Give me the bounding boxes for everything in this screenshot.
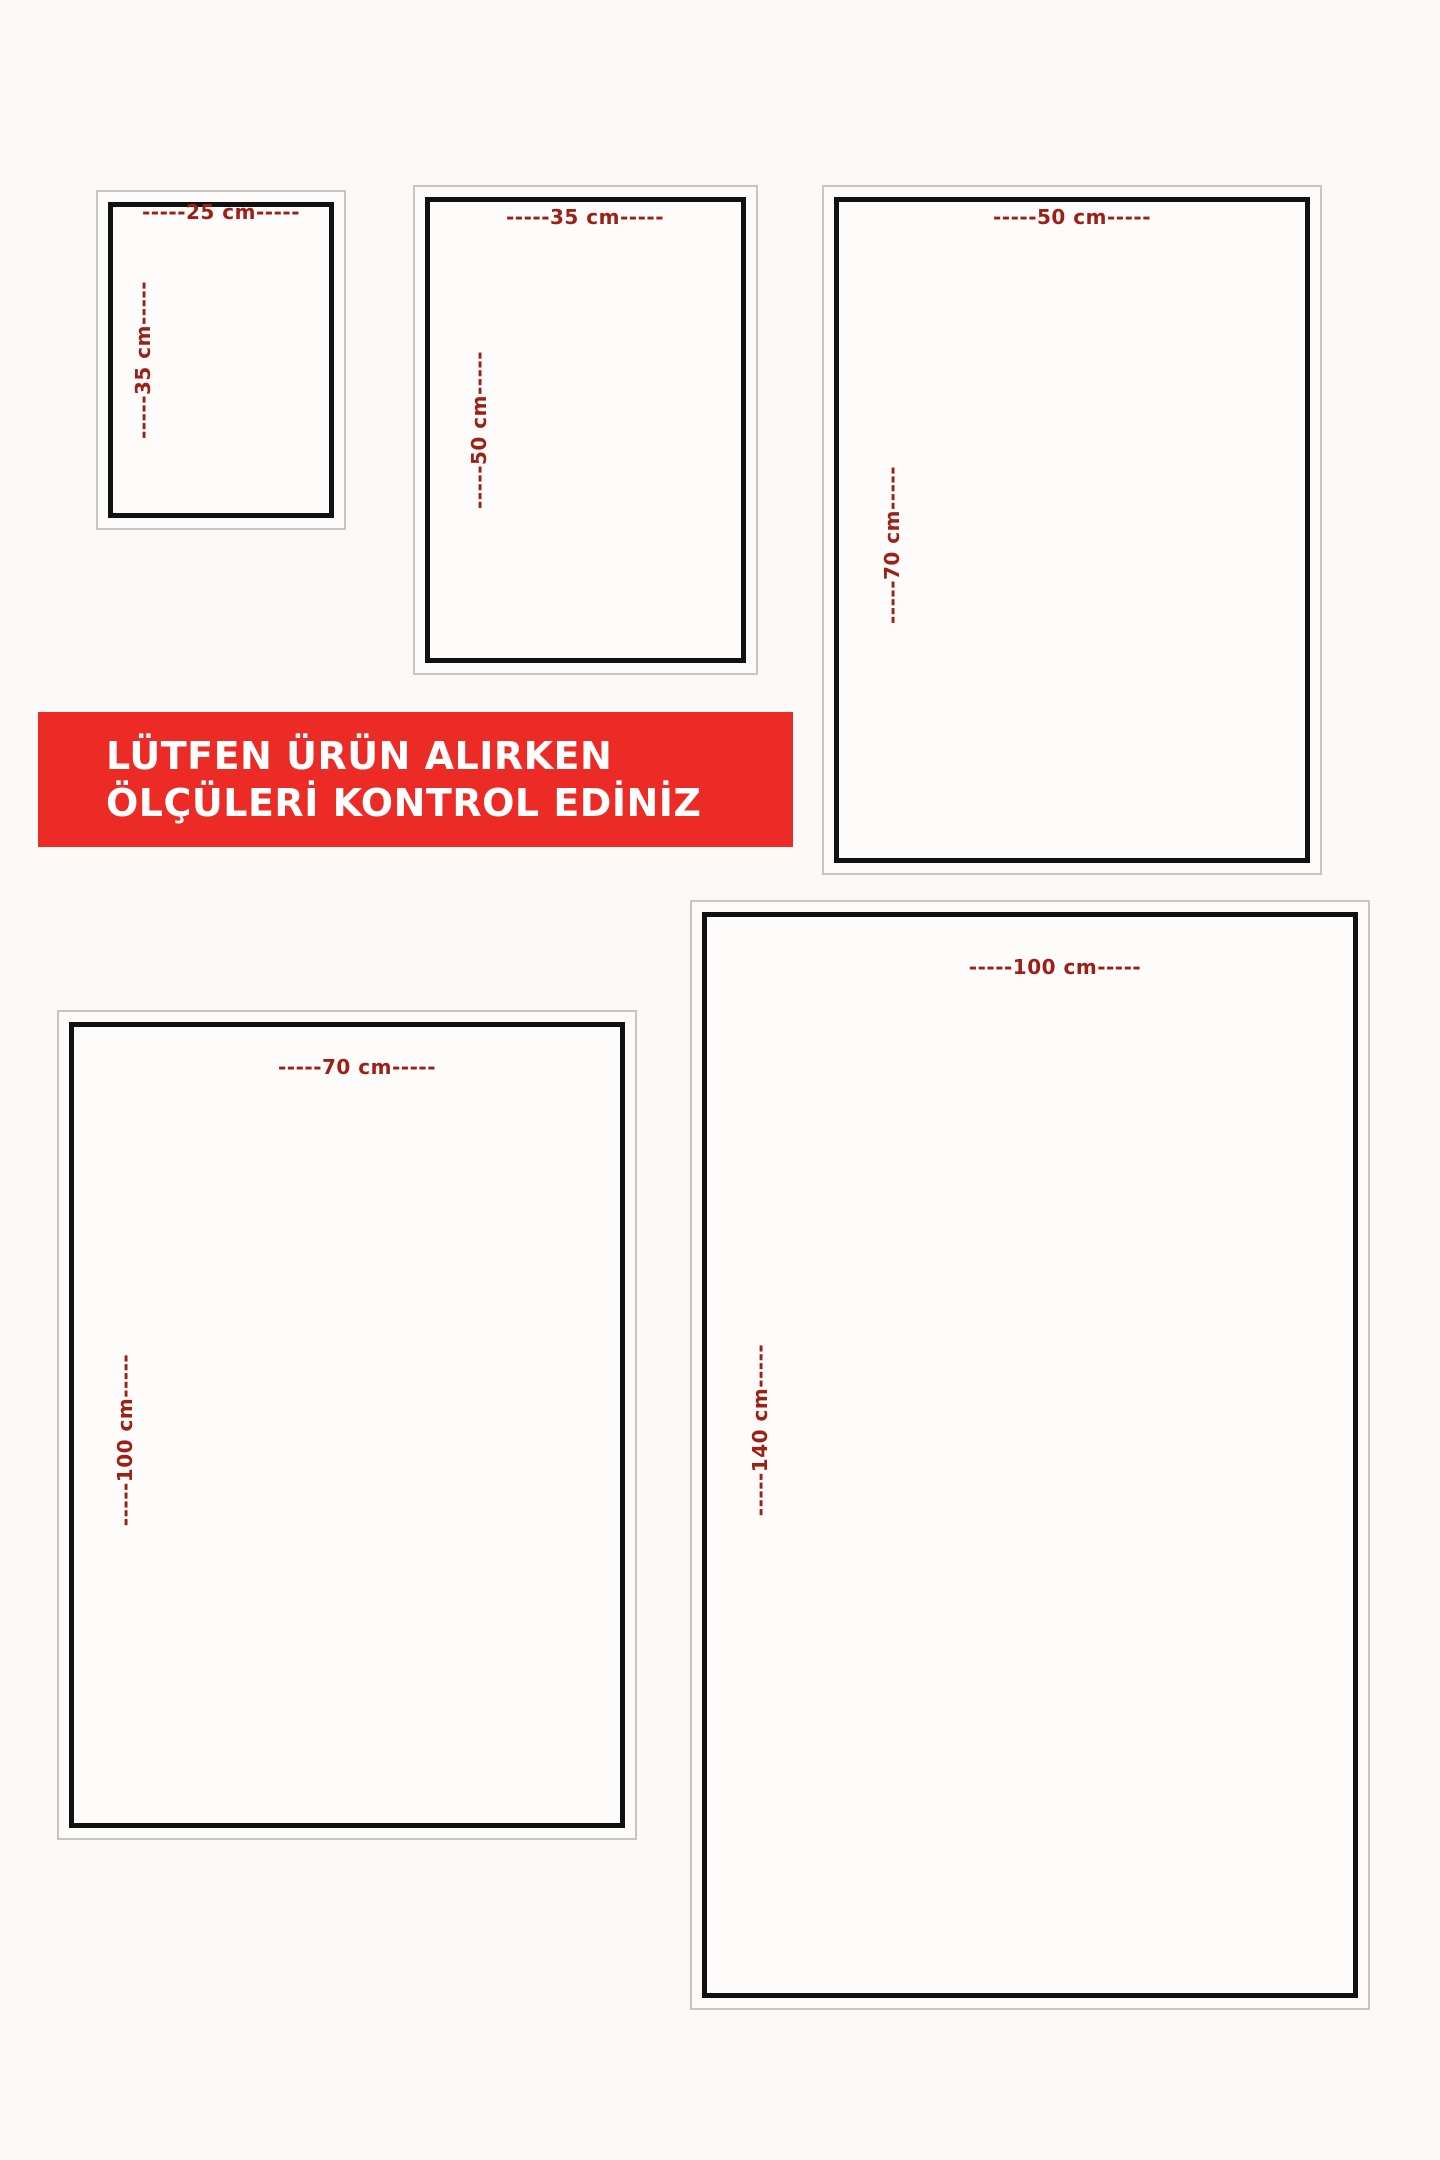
- frame-35x50-height-label: -----50 cm-----: [467, 351, 491, 509]
- frame-70x100-height-label: -----100 cm-----: [113, 1353, 137, 1527]
- warning-banner: [38, 712, 793, 847]
- frame-35x50: [413, 185, 758, 675]
- frame-70x100: [57, 1010, 637, 1840]
- frame-100x140-inner: [702, 912, 1358, 1998]
- frame-50x70-width-label: -----50 cm-----: [993, 205, 1151, 229]
- frame-100x140-width-label: -----100 cm-----: [968, 955, 1142, 979]
- frame-70x100-inner: [69, 1022, 625, 1828]
- frame-50x70-height-label: -----70 cm-----: [880, 466, 904, 624]
- warning-banner-line1: LÜTFEN ÜRÜN ALIRKEN: [106, 734, 613, 779]
- frame-50x70-inner: [834, 197, 1310, 863]
- warning-banner-line2: ÖLÇÜLERİ KONTROL EDİNİZ: [106, 780, 702, 825]
- frame-70x100-width-label: -----70 cm-----: [278, 1055, 436, 1079]
- frame-25x35-height-label: -----35 cm-----: [131, 281, 155, 439]
- frame-25x35-width-label: -----25 cm-----: [142, 200, 300, 224]
- frame-100x140-height-label: -----140 cm-----: [748, 1343, 772, 1517]
- frame-100x140: [690, 900, 1370, 2010]
- frame-35x50-width-label: -----35 cm-----: [506, 205, 664, 229]
